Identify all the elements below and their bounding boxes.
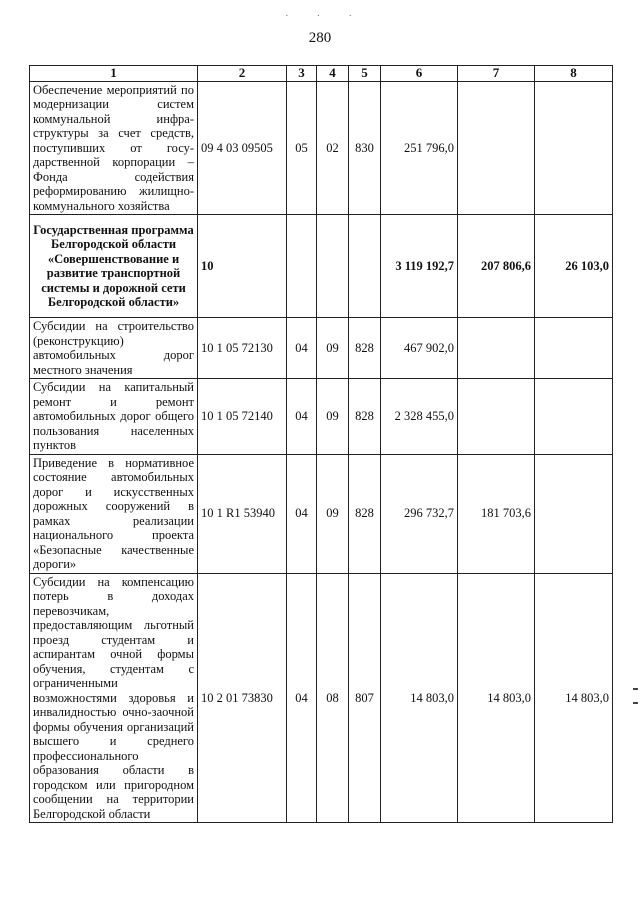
section-cell: 04: [287, 379, 317, 455]
amount-col6-cell: 14 803,0: [381, 573, 458, 823]
column-header: 1: [30, 66, 198, 82]
target-code-cell: 10: [198, 215, 287, 318]
scan-mark: ·: [285, 10, 317, 22]
expense-type-cell: 828: [349, 318, 381, 379]
amount-col6-cell: 3 119 192,7: [381, 215, 458, 318]
row-name-cell: Субсидии на строительство (реконструкцию) автомобильных дорог местного значения: [30, 318, 198, 379]
column-header: 7: [458, 66, 535, 82]
amount-col7-cell: [458, 318, 535, 379]
section-cell: 04: [287, 454, 317, 573]
column-header: 3: [287, 66, 317, 82]
section-cell: [287, 215, 317, 318]
amount-col7-cell: 207 806,6: [458, 215, 535, 318]
target-code-cell: 09 4 03 09505: [198, 81, 287, 215]
amount-col8-cell: [535, 454, 613, 573]
amount-col8-cell: 14 803,0: [535, 573, 613, 823]
row-name-cell: Субсидии на капитальный ремонт и ремонт автомобильных дорог общего пользования населенных пунктов: [30, 379, 198, 455]
expense-type-cell: [349, 215, 381, 318]
column-header: 2: [198, 66, 287, 82]
subsection-cell: 02: [317, 81, 349, 215]
table-row: [30, 379, 613, 455]
column-header: 8: [535, 66, 613, 82]
amount-col6-cell: 2 328 455,0: [381, 379, 458, 455]
target-code-cell: 10 2 01 73830: [198, 573, 287, 823]
table-row-program: [30, 215, 613, 318]
table-row: [30, 454, 613, 573]
page-number: 280: [308, 30, 332, 46]
table-row: [30, 81, 613, 215]
row-name-cell: Обеспечение мероприятий по модернизации систем коммунальной инфра-структуры за счет средств, поступивших от госу-дарственной корпорации – Фонда содействия реформированию жилищно-коммунального хозяйства: [30, 81, 198, 215]
column-header: 6: [381, 66, 458, 82]
subsection-cell: [317, 215, 349, 318]
target-code-cell: 10 1 R1 53940: [198, 454, 287, 573]
table-row: [30, 318, 613, 379]
section-cell: 05: [287, 81, 317, 215]
amount-col6-cell: 296 732,7: [381, 454, 458, 573]
row-name-cell: Приведение в нормативное состояние автомобильных дорог и искусственных дорожных сооружений в рамках реализации национального проекта «Безопасные качественные дороги»: [30, 454, 198, 573]
row-name-cell: Субсидии на компенсацию потерь в доходах перевозчикам, предоставляющим льготный проезд студентам и аспирантам очной формы обучения, студентам с ограниченными возможностями здоровья и инвалидностью очно-заочной формы обучения организаций высшего и среднего профессионального образования области в городском или пригородном сообщении на территории Белгородской области: [30, 573, 198, 823]
program-name-cell: Государственная программа Белгородской области «Совершенствование и развитие транспортной системы и дорожной сети Белгородской области»: [30, 215, 198, 318]
scan-mark: ·: [348, 10, 381, 22]
expense-type-cell: 828: [349, 454, 381, 573]
amount-col6-cell: 251 796,0: [381, 81, 458, 215]
margin-mark: [633, 702, 638, 704]
budget-table: [29, 65, 613, 823]
amount-col7-cell: 14 803,0: [458, 573, 535, 823]
table-row: [30, 573, 613, 823]
subsection-cell: 09: [317, 318, 349, 379]
expense-type-cell: 830: [349, 81, 381, 215]
subsection-cell: 08: [317, 573, 349, 823]
expense-type-cell: 828: [349, 379, 381, 455]
amount-col6-cell: 467 902,0: [381, 318, 458, 379]
scan-marks: [285, 10, 380, 22]
amount-col8-cell: 26 103,0: [535, 215, 613, 318]
column-header: 4: [317, 66, 349, 82]
section-cell: 04: [287, 318, 317, 379]
scan-mark: ·: [316, 10, 349, 22]
amount-col7-cell: [458, 81, 535, 215]
amount-col7-cell: [458, 379, 535, 455]
amount-col8-cell: [535, 379, 613, 455]
target-code-cell: 10 1 05 72130: [198, 318, 287, 379]
target-code-cell: 10 1 05 72140: [198, 379, 287, 455]
header-row: [30, 66, 613, 82]
amount-col8-cell: [535, 318, 613, 379]
expense-type-cell: 807: [349, 573, 381, 823]
subsection-cell: 09: [317, 379, 349, 455]
section-cell: 04: [287, 573, 317, 823]
column-header: 5: [349, 66, 381, 82]
amount-col7-cell: 181 703,6: [458, 454, 535, 573]
subsection-cell: 09: [317, 454, 349, 573]
amount-col8-cell: [535, 81, 613, 215]
margin-mark: [633, 688, 638, 690]
